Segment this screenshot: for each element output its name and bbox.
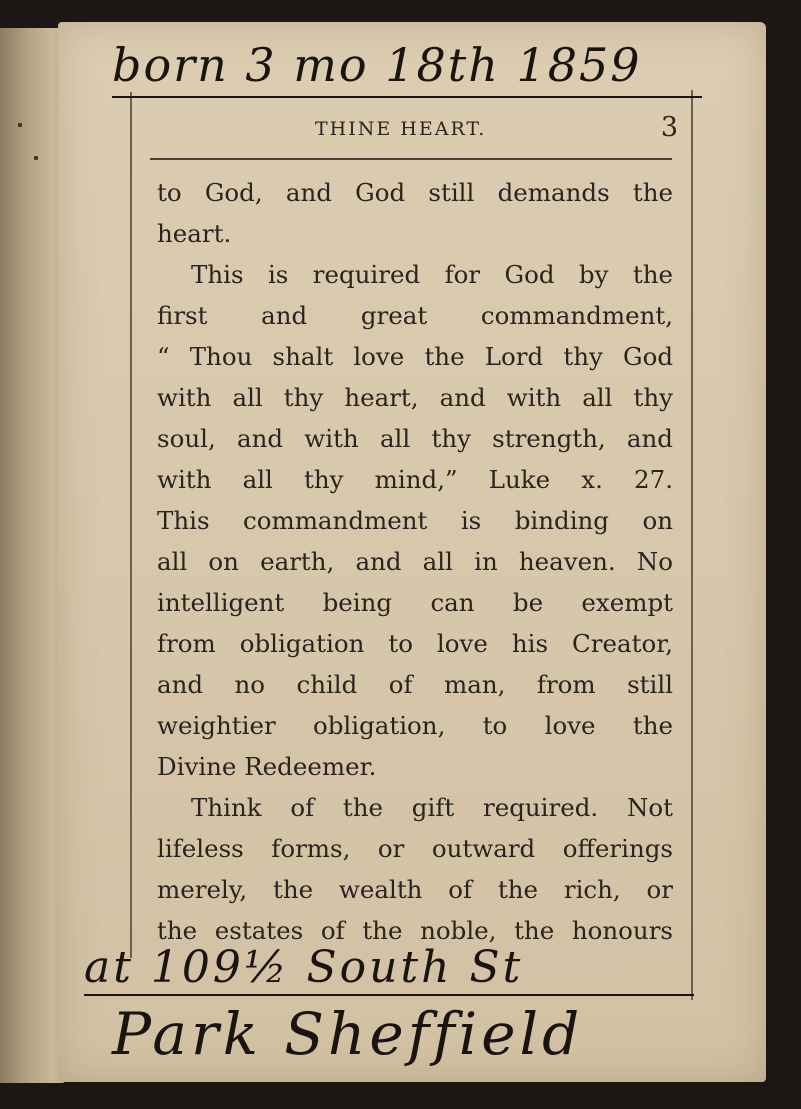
- text-line: This is required for God by the: [191, 260, 673, 289]
- text-line: intelligent being can be exempt: [157, 588, 673, 617]
- text-line: This commandment is binding on: [157, 506, 673, 535]
- handwriting-underline: [112, 96, 702, 98]
- text-line: the estates of the noble, the honours: [157, 916, 673, 945]
- body-text: [157, 172, 673, 951]
- text-line: first and great commandment,: [157, 301, 673, 330]
- text-line: lifeless forms, or outward offerings: [157, 834, 673, 863]
- text-line: weightier obligation, to love the: [157, 711, 673, 740]
- text-line: with all thy heart, and with all thy: [157, 383, 673, 412]
- text-line: from obligation to love his Creator,: [157, 629, 673, 658]
- page-border-left: [130, 92, 132, 958]
- text-line: “ Thou shalt love the Lord thy God: [157, 342, 673, 371]
- text-line: soul, and with all thy strength, and: [157, 424, 673, 453]
- spine-mark: [18, 123, 22, 127]
- text-line: merely, the wealth of the rich, or: [157, 875, 673, 904]
- text-line: Think of the gift required. Not: [191, 793, 673, 822]
- handwritten-place-line: Park Sheffield: [112, 1000, 584, 1068]
- book-spine: [0, 28, 66, 1083]
- handwritten-birth-note: born 3 mo 18th 1859: [112, 38, 642, 92]
- running-head: THINE HEART.: [315, 118, 487, 140]
- page-header: [150, 112, 682, 152]
- spine-mark: [34, 156, 38, 160]
- page-number: 3: [660, 112, 678, 143]
- text-line: all on earth, and all in heaven. No: [157, 547, 673, 576]
- handwriting-underline: [84, 994, 694, 996]
- text-line: and no child of man, from still: [157, 670, 673, 699]
- text-line: Divine Redeemer.: [157, 752, 377, 781]
- text-line: with all thy mind,” Luke x. 27.: [157, 465, 673, 494]
- text-line: to God, and God still demands the: [157, 178, 673, 207]
- handwritten-address-line: at 109½ South St: [84, 942, 524, 993]
- text-line: heart.: [157, 219, 232, 248]
- page-border-right: [691, 90, 693, 1000]
- header-rule: [150, 158, 672, 160]
